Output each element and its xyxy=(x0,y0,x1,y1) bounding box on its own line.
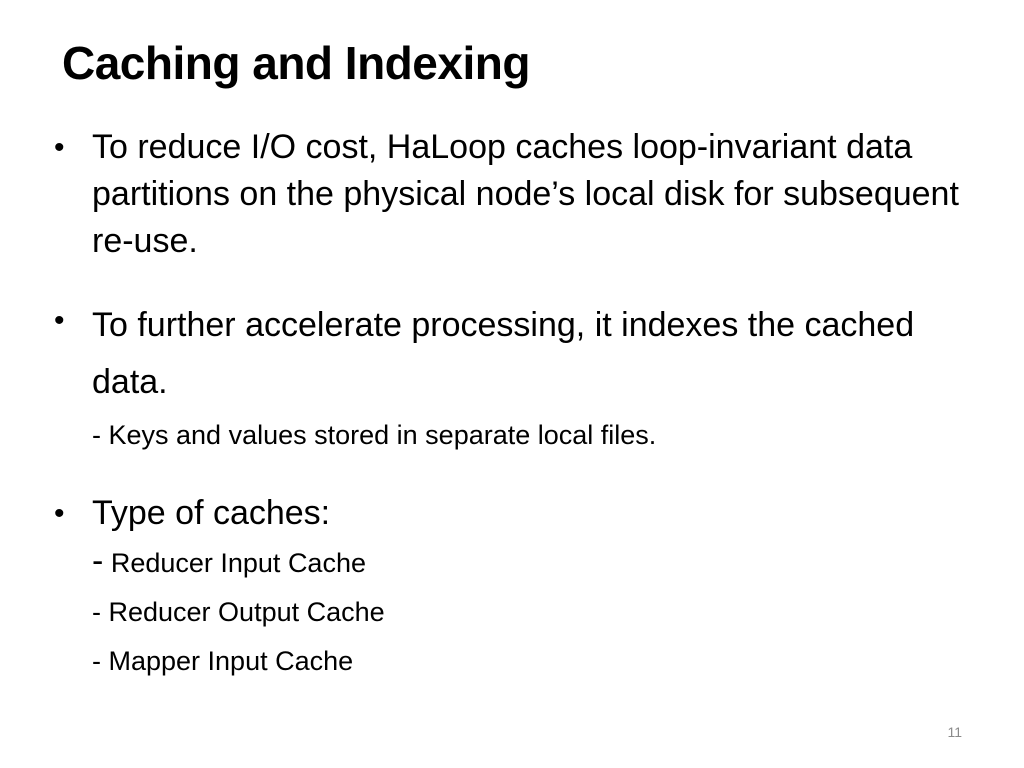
sub-item-reducer-output-cache: - Reducer Output Cache xyxy=(92,597,385,627)
sub-item-dash: - xyxy=(92,542,104,580)
bullet-item-io-cost xyxy=(54,124,984,265)
bullet-item-cache-types xyxy=(54,490,984,686)
sub-item-keys-values: - Keys and values stored in separate local files. xyxy=(92,420,657,450)
sub-item-label: Reducer Input Cache xyxy=(103,548,366,578)
bullet-dot-icon: • xyxy=(54,304,65,337)
bullet-dot-icon: • xyxy=(54,497,65,530)
slide-title: Caching and Indexing xyxy=(62,37,530,89)
bullet-list xyxy=(54,124,984,686)
sub-item-mapper-input-cache: - Mapper Input Cache xyxy=(92,646,354,676)
bullet-text: Type of caches: xyxy=(92,494,331,532)
sub-item-reducer-input-cache xyxy=(92,537,984,588)
bullet-item-indexing xyxy=(54,297,984,460)
bullet-text: To further accelerate processing, it indexes the cached data. xyxy=(92,306,915,401)
bullet-dot-icon: • xyxy=(54,131,65,164)
slide-number: 11 xyxy=(947,724,962,740)
bullet-text: To reduce I/O cost, HaLoop caches loop-invariant data partitions on the physical node’s local disk for subsequent re-use. xyxy=(92,128,959,260)
